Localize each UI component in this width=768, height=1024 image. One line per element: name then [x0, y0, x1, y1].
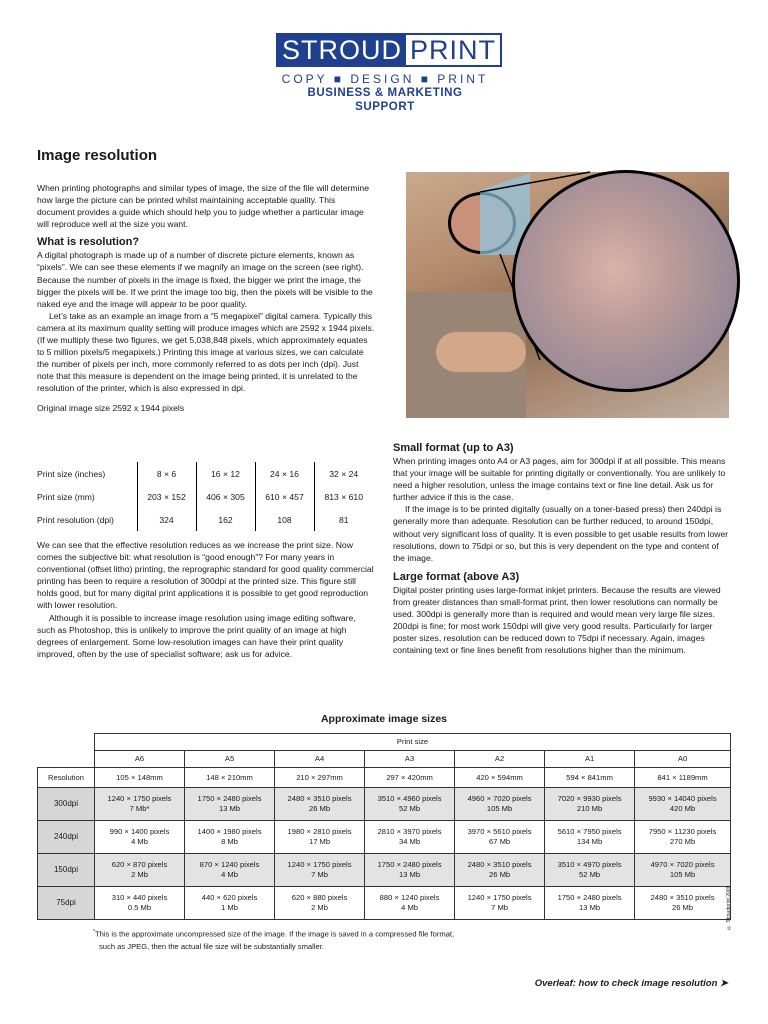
- what-paragraph-2: Let’s take as an example an image from a “5 megapixel” digital camera. Typically this camera at its maximum quality setting will produce images which are 2592 x 1944 pixels. (If we multiply these two figures, we get 5,038,848 pixels, which approximately equates to 5 million pixels/5 megapixels.) Printing this image at various sizes, we can calculate the number of pixels per inch, more commonly referred to as dots per inch (dpi). Just note that this measure is dependent on the image being printed, it is unrelated to the resolution of the printer, which is also expressed in dpi.: [37, 310, 375, 394]
- image-sizes-title: Approximate image sizes: [320, 713, 448, 725]
- pixel-dimensions: 440 × 620 pixels: [201, 893, 258, 902]
- pixel-dimensions: 1240 × 1750 pixels: [107, 794, 172, 803]
- table-cell: 162: [196, 508, 255, 531]
- size-cell: 148 × 210mm: [185, 768, 275, 788]
- small-format-paragraph-1: When printing images onto A4 or A3 pages, aim for 300dpi if at all possible. This means that your image will be suitable for printing digitally or conventionally. You are unlikely to need a higher resolution, unless the image contains text or fine line detail. Ask us for further advice if this is the case.: [393, 456, 726, 503]
- file-size: 7 Mb: [311, 870, 328, 879]
- table-cell: [185, 821, 275, 854]
- large-format-heading: Large format (above A3): [393, 570, 520, 583]
- table-cell: 16 × 12: [196, 462, 255, 485]
- pixel-dimensions: 1750 × 2480 pixels: [557, 893, 622, 902]
- file-size: 13 Mb: [579, 903, 601, 912]
- table-row: [38, 788, 731, 821]
- what-heading: What is resolution?: [37, 236, 140, 249]
- file-size: 52 Mb: [399, 804, 421, 813]
- table-cell: [365, 788, 455, 821]
- pixel-dimensions: 1400 × 1980 pixels: [197, 827, 262, 836]
- pixel-dimensions: 990 × 1400 pixels: [109, 827, 170, 836]
- pixel-dimensions: 1240 × 1750 pixels: [467, 893, 532, 902]
- table-cell: [185, 788, 275, 821]
- overleaf-note: Overleaf: how to check image resolution ➤: [534, 978, 728, 989]
- left-column-top: [37, 182, 375, 414]
- resolution-header: Resolution: [38, 768, 95, 788]
- footnote-line-1: This is the approximate uncompressed size of the image. If the image is saved in a compressed file format,: [94, 929, 455, 939]
- logo-tagline: COPY ■ DESIGN ■ PRINT: [281, 72, 489, 86]
- table-cell: 610 × 457: [255, 485, 314, 508]
- table-cell: 32 × 24: [314, 462, 373, 485]
- pixel-dimensions: 880 × 1240 pixels: [379, 893, 440, 902]
- table-cell: [365, 887, 455, 920]
- resolution-cell: 300dpi: [38, 788, 95, 821]
- table-cell: [545, 854, 635, 887]
- table-cell: 8 × 6: [137, 462, 196, 485]
- table-cell: [545, 788, 635, 821]
- pixel-dimensions: 9930 × 14040 pixels: [648, 794, 717, 803]
- file-size: 7 Mb: [491, 903, 509, 912]
- table-cell: 24 × 16: [255, 462, 314, 485]
- resolution-cell: 75dpi: [38, 887, 95, 920]
- file-size: 134 Mb: [576, 837, 603, 846]
- size-row: [38, 768, 731, 788]
- file-size: 26 Mb: [489, 870, 511, 879]
- format-row: [38, 751, 731, 768]
- table-cell: [635, 821, 731, 854]
- file-size: 8 Mb: [221, 837, 238, 846]
- table-cell: 324: [137, 508, 196, 531]
- logo-word-print: PRINT: [404, 33, 502, 67]
- table-cell: [635, 788, 731, 821]
- small-format-heading: Small format (up to A3): [393, 442, 514, 454]
- file-size: 13 Mb: [218, 804, 241, 813]
- pixel-dimensions: 3970 × 5610 pixels: [467, 827, 532, 836]
- table-cell: [95, 854, 185, 887]
- table-cell: [275, 788, 365, 821]
- after-paragraph-1: We can see that the effective resolution reduces as we increase the print size. Now comes the subjective bit: what resolution is “good enough”? For many years in conventional (offset litho) printing, the reprographic standard for good quality commercial printing has been to require a resolution of 300dpi at the printed size. This figure still holds good, but for many digital print applications it is possible to get good reproduction with lower resolution.: [37, 540, 374, 611]
- pixel-dimensions: 3510 × 4970 pixels: [557, 860, 622, 869]
- pixel-dimensions: 7020 × 9930 pixels: [557, 794, 622, 803]
- table-cell: [545, 821, 635, 854]
- pixel-dimensions: 7950 × 11230 pixels: [648, 827, 717, 836]
- format-a4: A4: [275, 751, 365, 768]
- file-size: 270 Mb: [669, 837, 696, 846]
- right-column: [393, 441, 731, 656]
- intro-paragraph: When printing photographs and similar types of image, the size of the file will determine how large the picture can be printed whilst maintaining acceptable quality. This document provides a guide which should help you to judge whether a particular image will reproduce well at the size you want.: [37, 183, 369, 230]
- file-size: 0.5 Mb: [127, 903, 152, 912]
- file-size: 210 Mb: [576, 804, 603, 813]
- size-cell: 105 × 148mm: [95, 768, 185, 788]
- table-cell: [95, 788, 185, 821]
- size-cell: 594 × 841mm: [545, 768, 635, 788]
- table-cell: [185, 887, 275, 920]
- file-size: 13 Mb: [399, 870, 421, 879]
- table-cell: [275, 887, 365, 920]
- left-column-bottom: [37, 539, 375, 660]
- table-cell: [365, 854, 455, 887]
- pixel-dimensions: 2480 × 3510 pixels: [287, 794, 352, 803]
- file-size: 4 Mb: [131, 837, 148, 846]
- file-size: 52 Mb: [579, 870, 601, 879]
- format-a0: A0: [635, 751, 731, 768]
- pixel-dimensions: 5610 × 7950 pixels: [557, 827, 622, 836]
- file-size: 67 Mb: [489, 837, 511, 846]
- pixel-dimensions: 1980 × 2810 pixels: [287, 827, 352, 836]
- row-label: Print size (inches): [37, 468, 106, 479]
- file-size: 26 Mb: [671, 903, 694, 912]
- format-a2: A2: [455, 751, 545, 768]
- file-size: 105 Mb: [486, 804, 513, 813]
- logo-subline: BUSINESS & MARKETING SUPPORT: [307, 87, 463, 113]
- file-size: 4 Mb: [221, 870, 238, 879]
- table-cell: [455, 887, 545, 920]
- file-size: 1 Mb: [221, 903, 238, 912]
- table-cell: [185, 854, 275, 887]
- pixel-dimensions: 1240 × 1750 pixels: [287, 860, 352, 869]
- file-size: 7 Mb*: [129, 804, 150, 813]
- print-size-header: Print size: [95, 734, 731, 751]
- table-cell: 81: [314, 508, 373, 531]
- table-cell: 108: [255, 508, 314, 531]
- file-size: 2 Mb: [311, 903, 328, 912]
- table-cell: 406 × 305: [196, 485, 255, 508]
- pixel-dimensions: 1750 × 2480 pixels: [377, 860, 442, 869]
- resolution-cell: 240dpi: [38, 821, 95, 854]
- what-paragraph-1: A digital photograph is made up of a number of discrete picture elements, known as “pixels”. We can see these elements if we magnify an image on the screen (see right). Because the number of pixels in the image is fixed, the bigger we print the image, the bigger the pixels will be. If we print the image too big, then the pixels will be visible to the naked eye and the image will appear to be poor quality.: [37, 250, 373, 309]
- original-size-label: Original image size 2592 x 1944 pixels: [37, 402, 185, 413]
- row-label: Print size (mm): [37, 491, 95, 502]
- copyright-notice: © Stroudprint 2009: [726, 885, 732, 930]
- file-size: 2 Mb: [131, 870, 148, 879]
- table-row: [37, 462, 373, 485]
- print-size-table: [37, 462, 373, 531]
- logo-word-stroud: STROUD: [276, 33, 404, 67]
- file-size: 34 Mb: [399, 837, 421, 846]
- table-row: [37, 485, 373, 508]
- footnote-mark: *: [93, 929, 95, 935]
- footnote-line-2: such as JPEG, then the actual file size will be substantially smaller.: [99, 942, 324, 952]
- table-row: [38, 821, 731, 854]
- image-sizes-table: [37, 733, 731, 920]
- table-cell: [455, 854, 545, 887]
- table-cell: [455, 821, 545, 854]
- table-cell: [455, 788, 545, 821]
- pixel-dimensions: 620 × 880 pixels: [291, 893, 348, 902]
- format-a6: A6: [95, 751, 185, 768]
- table-cell: [275, 821, 365, 854]
- pixel-dimensions: 310 × 440 pixels: [111, 893, 168, 902]
- format-a1: A1: [545, 751, 635, 768]
- table-cell: [95, 887, 185, 920]
- logo-wordmark: [276, 33, 494, 67]
- page-title: Image resolution: [37, 147, 158, 164]
- pixel-dimensions: 2480 × 3510 pixels: [467, 860, 532, 869]
- large-format-paragraph: Digital poster printing uses large-format inkjet printers. Because the results are viewed from greater distances than small-format print, then lower resolutions can normally be used. 300dpi is generally more than is required and would mean very large file sizes. 200dpi is fine; for most work 150dpi will give very good results. Particularly for larger poster sizes, resolution can be reduced down to 75dpi if necessary. Again, images containing text or fine lines benefit from resolutions higher than the minimum.: [393, 584, 721, 656]
- resolution-cell: 150dpi: [38, 854, 95, 887]
- file-size: 105 Mb: [669, 870, 696, 879]
- table-row: [38, 887, 731, 920]
- file-size: 17 Mb: [308, 837, 331, 846]
- table-cell: 203 × 152: [137, 485, 196, 508]
- table-cell: [635, 887, 731, 920]
- table-row: [37, 508, 373, 531]
- table-row: [38, 854, 731, 887]
- magnifier-zoom-circle: [512, 170, 740, 392]
- size-cell: 297 × 420mm: [365, 768, 455, 788]
- pixel-dimensions: 4970 × 7020 pixels: [650, 860, 715, 869]
- pixel-dimensions: 3510 × 4960 pixels: [377, 794, 442, 803]
- pixel-dimensions: 620 × 870 pixels: [111, 860, 168, 869]
- file-size: 4 Mb: [401, 903, 418, 912]
- row-label: Print resolution (dpi): [37, 514, 114, 525]
- pixel-dimensions: 1750 × 2480 pixels: [197, 794, 262, 803]
- file-size: 26 Mb: [308, 804, 331, 813]
- table-cell: 813 × 610: [314, 485, 373, 508]
- company-logo: [276, 33, 494, 114]
- table-cell: [635, 854, 731, 887]
- table-cell: [275, 854, 365, 887]
- pixel-dimensions: 4960 × 7020 pixels: [467, 794, 532, 803]
- size-cell: 420 × 594mm: [455, 768, 545, 788]
- format-a5: A5: [185, 751, 275, 768]
- table-row: [38, 734, 731, 751]
- after-paragraph-2: Although it is possible to increase image resolution using image editing software, such as Photoshop, this is unlikely to improve the print quality of an image at high degrees of enlargement. Some low-resolution images can have their print quality improved, often by the use of specialist software; ask us for advice.: [37, 612, 356, 659]
- format-a3: A3: [365, 751, 455, 768]
- pixel-dimensions: 2480 × 3510 pixels: [650, 893, 715, 902]
- size-cell: 841 × 1189mm: [635, 768, 731, 788]
- table-cell: [545, 887, 635, 920]
- table-cell: [365, 821, 455, 854]
- size-cell: 210 × 297mm: [275, 768, 365, 788]
- footnote: [93, 926, 553, 954]
- small-format-paragraph-2: If the image is to be printed digitally (usually on a toner-based press) then 240dpi is generally more than adequate. Resolution can be further reduced, to around 150dpi, without very significant loss of quality. It is even possible to get usable results from lower resolutions, down to 75dpi or so, but this is very dependent on the type and content of the image.: [393, 504, 729, 563]
- file-size: 420 Mb: [669, 804, 696, 813]
- pixel-dimensions: 870 × 1240 pixels: [199, 860, 260, 869]
- pixel-dimensions: 2810 × 3970 pixels: [377, 827, 442, 836]
- table-cell: [95, 821, 185, 854]
